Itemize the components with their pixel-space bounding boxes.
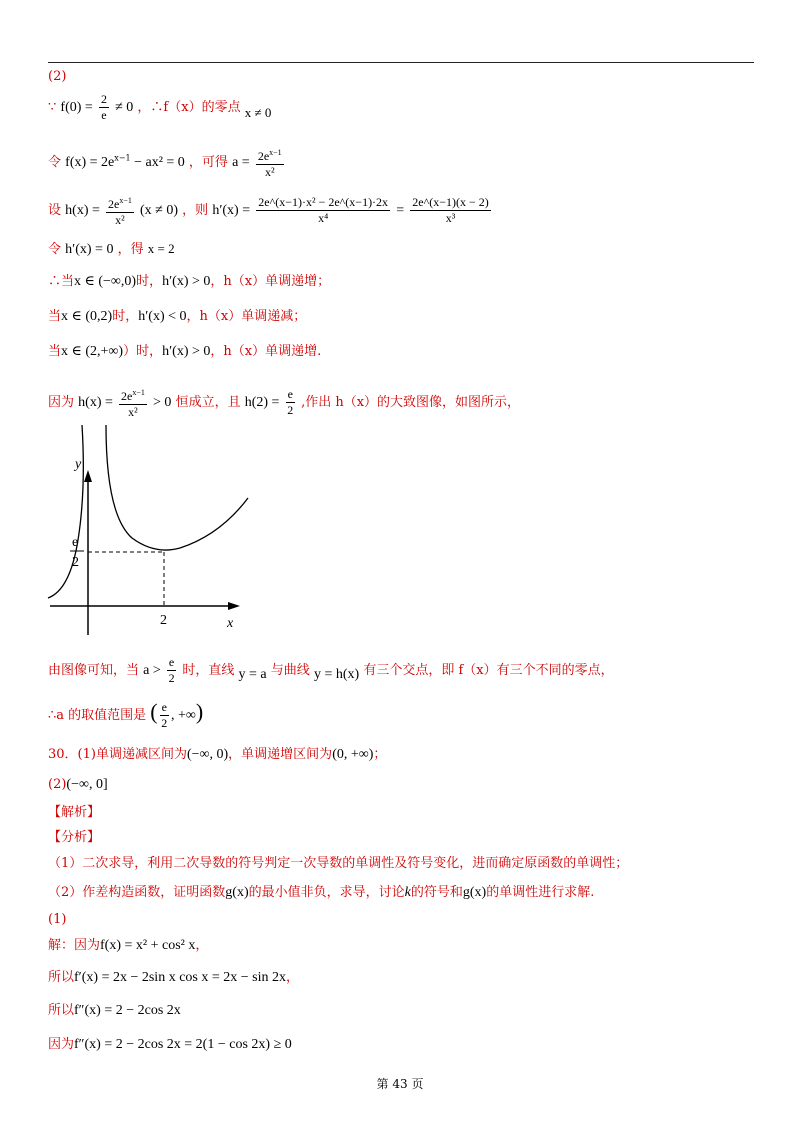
line-let-f: 令 $f(x) = 2e^{x-1} - ax^2 = 0$ ，可得 a = $\frac{2e^{x-1}}{\text{x²}}$ (48, 145, 286, 180)
solution-line-3: 所以f″(x) = 2 − 2cos 2x (48, 1003, 181, 1018)
part1-label: (1) (48, 912, 67, 927)
line-conclusion: 由图像可知，当 a > $\frac{e}{2}$ 时，直线 y = a 与曲线 y = h(x) 有三个交点，即 f（x）有三个不同的零点， (48, 655, 614, 685)
heading-jiexi: 【解析】 (48, 805, 101, 820)
page-number: 第 43 页 (376, 1077, 424, 1091)
line-interval-2: 当x ∈ (0,2)时，h′(x) < 0，h（x）单调递减； (48, 309, 307, 324)
line-hprime-zero: 令 h′(x) = 0 ，得 x = 2 (48, 241, 175, 257)
part2-label: (2) (48, 69, 67, 84)
line-h-positive: 因为 h(x) = $\frac{2e^{x-1}}{\text{x²}}$ > 0 恒成立，且 h(2) = $\frac{e}{2}$ ,作出 h（x）的大致图像，如图所示， (48, 387, 521, 419)
right-branch-curve (106, 425, 248, 550)
analysis-2: （2）作差构造函数，证明函数g(x)的最小值非负，求导，讨论k的符号和g(x)的单调性进行求解. (48, 885, 595, 900)
line-f0: ∵ f(0) = $\frac{2}{e}$ ≠ 0 ，∴f（x）的零点 x ≠ 0 (48, 92, 272, 122)
solution-line-1: 解：因为f(x) = x² + cos² x， (48, 938, 209, 953)
solution-line-4: 因为f″(x) = 2 − 2cos 2x = 2(1 − cos 2x) ≥ 0 (48, 1037, 292, 1052)
line-interval-3: 当x ∈ (2,+∞)）时，h′(x) > 0，h（x）单调递增. (48, 344, 322, 359)
line-range-a: ∴a 的取值范围是 ( $\frac{e}{2}$ , +∞) (48, 699, 204, 730)
y-tick-den: 2 (72, 555, 79, 570)
solution-line-2: 所以f′(x) = 2x − 2sin x cos x = 2x − sin 2x， (48, 970, 299, 985)
line-interval-1: ∴当x ∈ (−∞,0)时，h′(x) > 0，h（x）单调递增； (48, 274, 331, 289)
graph-h (40, 420, 260, 645)
line-define-h: 设 h(x) = $\frac{2e^{x-1}}{\text{x²}}$ (x ≠ 0) ，则 h′(x) = $\frac{\text{2e\textasciicircum{}(x−1)·x² − 2e\textasciicircum{}(x−1)·2x}}{\text{x⁴}}$ = $\frac{2e\^{}(x-1)(x - 2)}{\text{x³}}$ (48, 195, 489, 227)
header-rule (48, 62, 754, 63)
analysis-1: （1）二次求导，利用二次导数的符号判定一次导数的单调性及符号变化，进而确定原函数的单调性； (48, 856, 629, 871)
y-axis-label: y (75, 457, 82, 472)
y-axis-arrow (84, 470, 92, 482)
y-tick-num: e (72, 535, 79, 550)
heading-fenxi: 【分析】 (48, 830, 101, 845)
x-axis-label: x (227, 616, 234, 631)
x-axis-arrow (228, 602, 240, 610)
left-branch-curve (48, 425, 83, 598)
line-answer-30-1: 30．(1)单调递减区间为(−∞, 0)，单调递增区间为(0, +∞)； (48, 747, 387, 762)
x-tick-2: 2 (160, 613, 167, 628)
line-answer-30-2: (2)(−∞, 0] (48, 777, 108, 792)
